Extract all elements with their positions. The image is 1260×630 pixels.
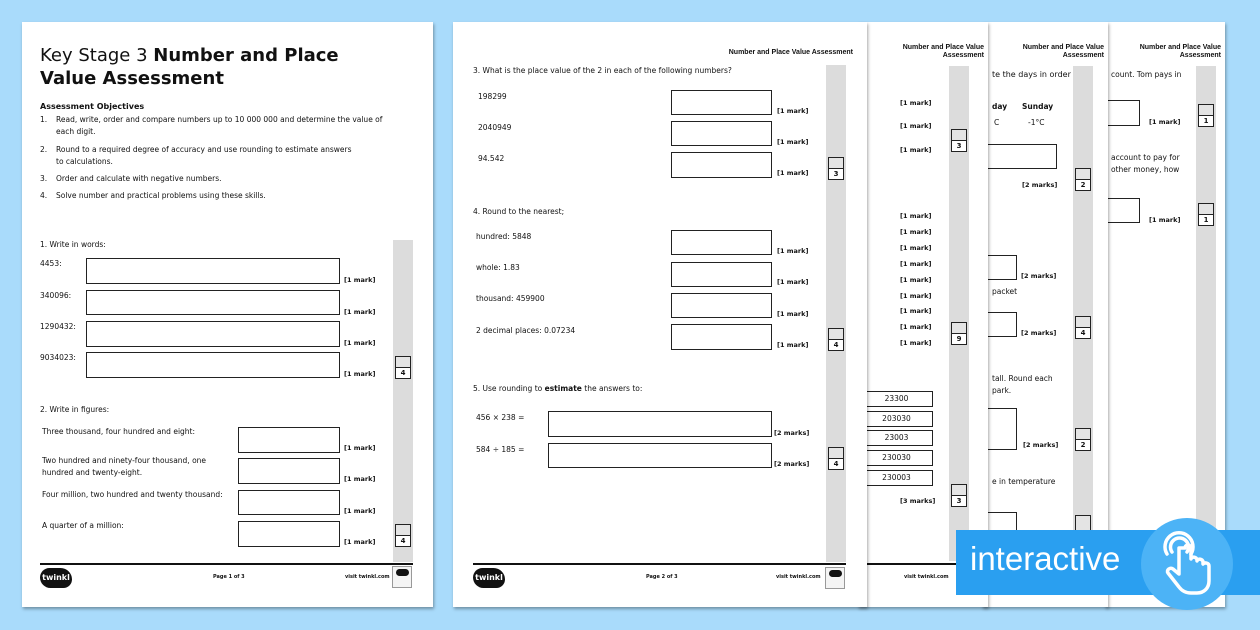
- answer-box[interactable]: [238, 458, 340, 484]
- number-card[interactable]: 23300: [860, 391, 933, 407]
- q3-label: 94.542: [478, 154, 505, 163]
- mark-label: [1 mark]: [344, 308, 376, 316]
- mark-label: [1 mark]: [900, 244, 932, 252]
- site-link: visit twinkl.com: [904, 574, 949, 580]
- q3-label: 2040949: [478, 123, 512, 132]
- footer-divider: [858, 563, 969, 565]
- mark-label: [3 marks]: [900, 497, 936, 505]
- question-text: count. Tom pays in: [1111, 70, 1182, 79]
- answer-box[interactable]: [548, 411, 772, 437]
- mark-label: [1 mark]: [344, 276, 376, 284]
- day-label: Sunday: [1022, 102, 1054, 111]
- q2-label: Three thousand, four hundred and eight:: [42, 427, 196, 436]
- score-total: 2: [1076, 179, 1090, 190]
- marks-sidebar: [393, 240, 413, 562]
- question-text: te the days in order: [992, 70, 1071, 79]
- mark-label: [2 marks]: [1022, 181, 1058, 189]
- quality-badge: [825, 567, 845, 589]
- mark-label: [1 mark]: [777, 278, 809, 286]
- score-box: [1198, 203, 1214, 226]
- twinkl-logo: twinkl: [473, 568, 505, 588]
- answer-box[interactable]: [671, 90, 772, 115]
- mark-label: [2 marks]: [774, 460, 810, 468]
- answer-box[interactable]: [671, 262, 772, 287]
- mark-label: [1 mark]: [900, 339, 932, 347]
- footer-divider: [40, 563, 413, 565]
- answer-box[interactable]: [1105, 198, 1140, 223]
- mark-label: [1 mark]: [344, 444, 376, 452]
- page-header: Number and Place Value Assessment: [902, 44, 984, 59]
- question-3: 3. What is the place value of the 2 in each of the following numbers?: [473, 66, 732, 75]
- answer-box[interactable]: [671, 152, 772, 178]
- q5-text: the answers to:: [581, 384, 643, 393]
- answer-box[interactable]: [238, 490, 340, 515]
- answer-box[interactable]: [671, 293, 772, 318]
- score-box: [1075, 316, 1091, 339]
- marks-sidebar: [826, 65, 846, 562]
- q3-label: 198299: [478, 92, 507, 101]
- mark-label: [1 mark]: [900, 228, 932, 236]
- mark-label: [1 mark]: [900, 122, 932, 130]
- score-total: 1: [1199, 115, 1213, 126]
- banner-label: interactive: [970, 540, 1121, 577]
- score-total: 4: [396, 367, 410, 378]
- q2-label: hundred and twenty-eight.: [42, 468, 143, 477]
- q5-label: 456 × 238 =: [476, 413, 525, 422]
- score-total: 4: [829, 458, 843, 469]
- score-total: 3: [952, 140, 966, 151]
- answer-box[interactable]: [671, 230, 772, 255]
- title-light: Key Stage 3: [40, 45, 154, 66]
- temperature: -1°C: [1028, 118, 1045, 127]
- mark-label: [1 mark]: [900, 260, 932, 268]
- title-bold: Number and Place: [153, 45, 339, 66]
- objective-num: 3.: [40, 174, 48, 183]
- score-box: [1075, 428, 1091, 451]
- q2-label: Two hundred and ninety-four thousand, one: [42, 456, 207, 465]
- answer-box[interactable]: [86, 258, 340, 284]
- temperature: C: [994, 118, 1000, 127]
- q4-label: 2 decimal places: 0.07234: [476, 326, 576, 335]
- mark-label: [1 mark]: [344, 507, 376, 515]
- score-box: [951, 322, 967, 345]
- mark-label: [2 marks]: [774, 429, 810, 437]
- page-number: Page 1 of 3: [213, 574, 245, 580]
- answer-box[interactable]: [86, 290, 340, 315]
- q2-label: A quarter of a million:: [42, 521, 124, 530]
- score-box: [1075, 168, 1091, 191]
- question-text: other money, how: [1111, 165, 1180, 174]
- worksheet-page-1: [22, 22, 433, 607]
- page-header: Number and Place Value Assessment: [1139, 44, 1221, 59]
- objective-num: 2.: [40, 145, 48, 154]
- mark-label: [1 mark]: [777, 341, 809, 349]
- mark-label: [1 mark]: [344, 370, 376, 378]
- q4-label: thousand: 459900: [476, 294, 545, 303]
- objective-text: Order and calculate with negative numbers.: [56, 174, 222, 183]
- page-title: [40, 44, 339, 90]
- score-total: 2: [1076, 439, 1090, 450]
- mark-label: [1 mark]: [344, 538, 376, 546]
- objective-text: Round to a required degree of accuracy and use rounding to estimate answers: [56, 145, 352, 154]
- score-box: [951, 129, 967, 152]
- mark-label: [2 marks]: [1021, 272, 1057, 280]
- mark-label: [1 mark]: [777, 107, 809, 115]
- site-link: visit twinkl.com: [776, 574, 821, 580]
- mark-label: [1 mark]: [900, 292, 932, 300]
- question-text: park.: [992, 386, 1012, 395]
- question-4: 4. Round to the nearest;: [473, 207, 565, 216]
- answer-box[interactable]: [86, 352, 340, 378]
- score-total: 3: [829, 168, 843, 179]
- mark-label: [1 mark]: [900, 276, 932, 284]
- score-box: [1198, 104, 1214, 127]
- q2-label: Four million, two hundred and twenty thousand:: [42, 490, 223, 499]
- mark-label: [2 marks]: [1023, 441, 1059, 449]
- mark-label: [1 mark]: [900, 323, 932, 331]
- mark-label: [1 mark]: [900, 212, 932, 220]
- score-box: [828, 328, 844, 351]
- score-box: [951, 484, 967, 507]
- number-card[interactable]: 230003: [860, 470, 933, 486]
- objective-num: 4.: [40, 191, 48, 200]
- mark-label: [2 marks]: [1021, 329, 1057, 337]
- question-1: 1. Write in words:: [40, 240, 106, 249]
- mark-label: [1 mark]: [900, 146, 932, 154]
- mark-label: [1 mark]: [344, 475, 376, 483]
- marks-sidebar: [1196, 66, 1216, 586]
- page-header: Number and Place Value Assessment: [728, 49, 853, 56]
- question-text: tall. Round each: [992, 374, 1053, 383]
- answer-box[interactable]: [238, 521, 340, 547]
- question-2: 2. Write in figures:: [40, 405, 110, 414]
- title-line2: Value Assessment: [40, 68, 224, 89]
- objective-text: each digit.: [56, 127, 96, 136]
- mark-label: [1 mark]: [777, 247, 809, 255]
- question-text: account to pay for: [1111, 153, 1180, 162]
- quality-badge: [392, 566, 412, 588]
- mark-label: [1 mark]: [777, 310, 809, 318]
- question-5: [473, 384, 642, 393]
- q5-label: 584 ÷ 185 =: [476, 445, 525, 454]
- number-card[interactable]: 23003: [860, 430, 933, 446]
- mark-label: [1 mark]: [777, 138, 809, 146]
- objective-num: 1.: [40, 115, 48, 124]
- score-total: 1: [1199, 214, 1213, 225]
- mark-label: [1 mark]: [777, 169, 809, 177]
- score-box: [828, 447, 844, 470]
- mark-label: [1 mark]: [900, 307, 932, 315]
- day-label: day: [992, 102, 1008, 111]
- q5-bold: estimate: [544, 384, 582, 393]
- score-box: [828, 157, 844, 180]
- q1-label: 1290432:: [40, 322, 76, 331]
- page-header: Number and Place Value Assessment: [1022, 44, 1104, 59]
- answer-box[interactable]: [238, 427, 340, 453]
- score-total: 3: [952, 495, 966, 506]
- site-link: visit twinkl.com: [345, 574, 390, 580]
- q5-text: 5. Use rounding to: [473, 384, 545, 393]
- mark-label: [1 mark]: [344, 339, 376, 347]
- page-number: Page 2 of 3: [646, 574, 678, 580]
- score-box: [395, 356, 411, 379]
- mark-label: [1 mark]: [900, 99, 932, 107]
- number-card[interactable]: 203030: [860, 411, 933, 427]
- score-total: 4: [1076, 327, 1090, 338]
- twinkl-logo: twinkl: [40, 568, 72, 588]
- score-total: 9: [952, 333, 966, 344]
- mark-label: [1 mark]: [1149, 118, 1181, 126]
- objective-text: Read, write, order and compare numbers up to 10 000 000 and determine the value of: [56, 115, 383, 124]
- mark-label: [1 mark]: [1149, 216, 1181, 224]
- q4-label: whole: 1.83: [476, 263, 520, 272]
- answer-box[interactable]: [982, 144, 1057, 169]
- number-card[interactable]: 230030: [860, 450, 933, 466]
- answer-box[interactable]: [671, 324, 772, 350]
- worksheet-page-3: [858, 22, 988, 607]
- answer-box[interactable]: [671, 121, 772, 146]
- objectives-heading: Assessment Objectives: [40, 102, 145, 111]
- answer-box[interactable]: [548, 443, 772, 468]
- score-box: [395, 524, 411, 547]
- tap-hand-icon: [1141, 518, 1233, 610]
- q4-label: hundred: 5848: [476, 232, 532, 241]
- q1-label: 9034023:: [40, 353, 76, 362]
- worksheet-page-2: [453, 22, 867, 607]
- footer-divider: [473, 563, 846, 565]
- q1-label: 4453:: [40, 259, 62, 268]
- answer-box[interactable]: [1105, 100, 1140, 126]
- worksheet-page-4: [982, 22, 1108, 607]
- question-text: packet: [992, 287, 1018, 296]
- q1-label: 340096:: [40, 291, 72, 300]
- answer-box[interactable]: [86, 321, 340, 347]
- question-text: e in temperature: [992, 477, 1056, 486]
- score-total: 4: [396, 535, 410, 546]
- score-total: 4: [829, 339, 843, 350]
- objective-text: to calculations.: [56, 157, 113, 166]
- objective-text: Solve number and practical problems using these skills.: [56, 191, 266, 200]
